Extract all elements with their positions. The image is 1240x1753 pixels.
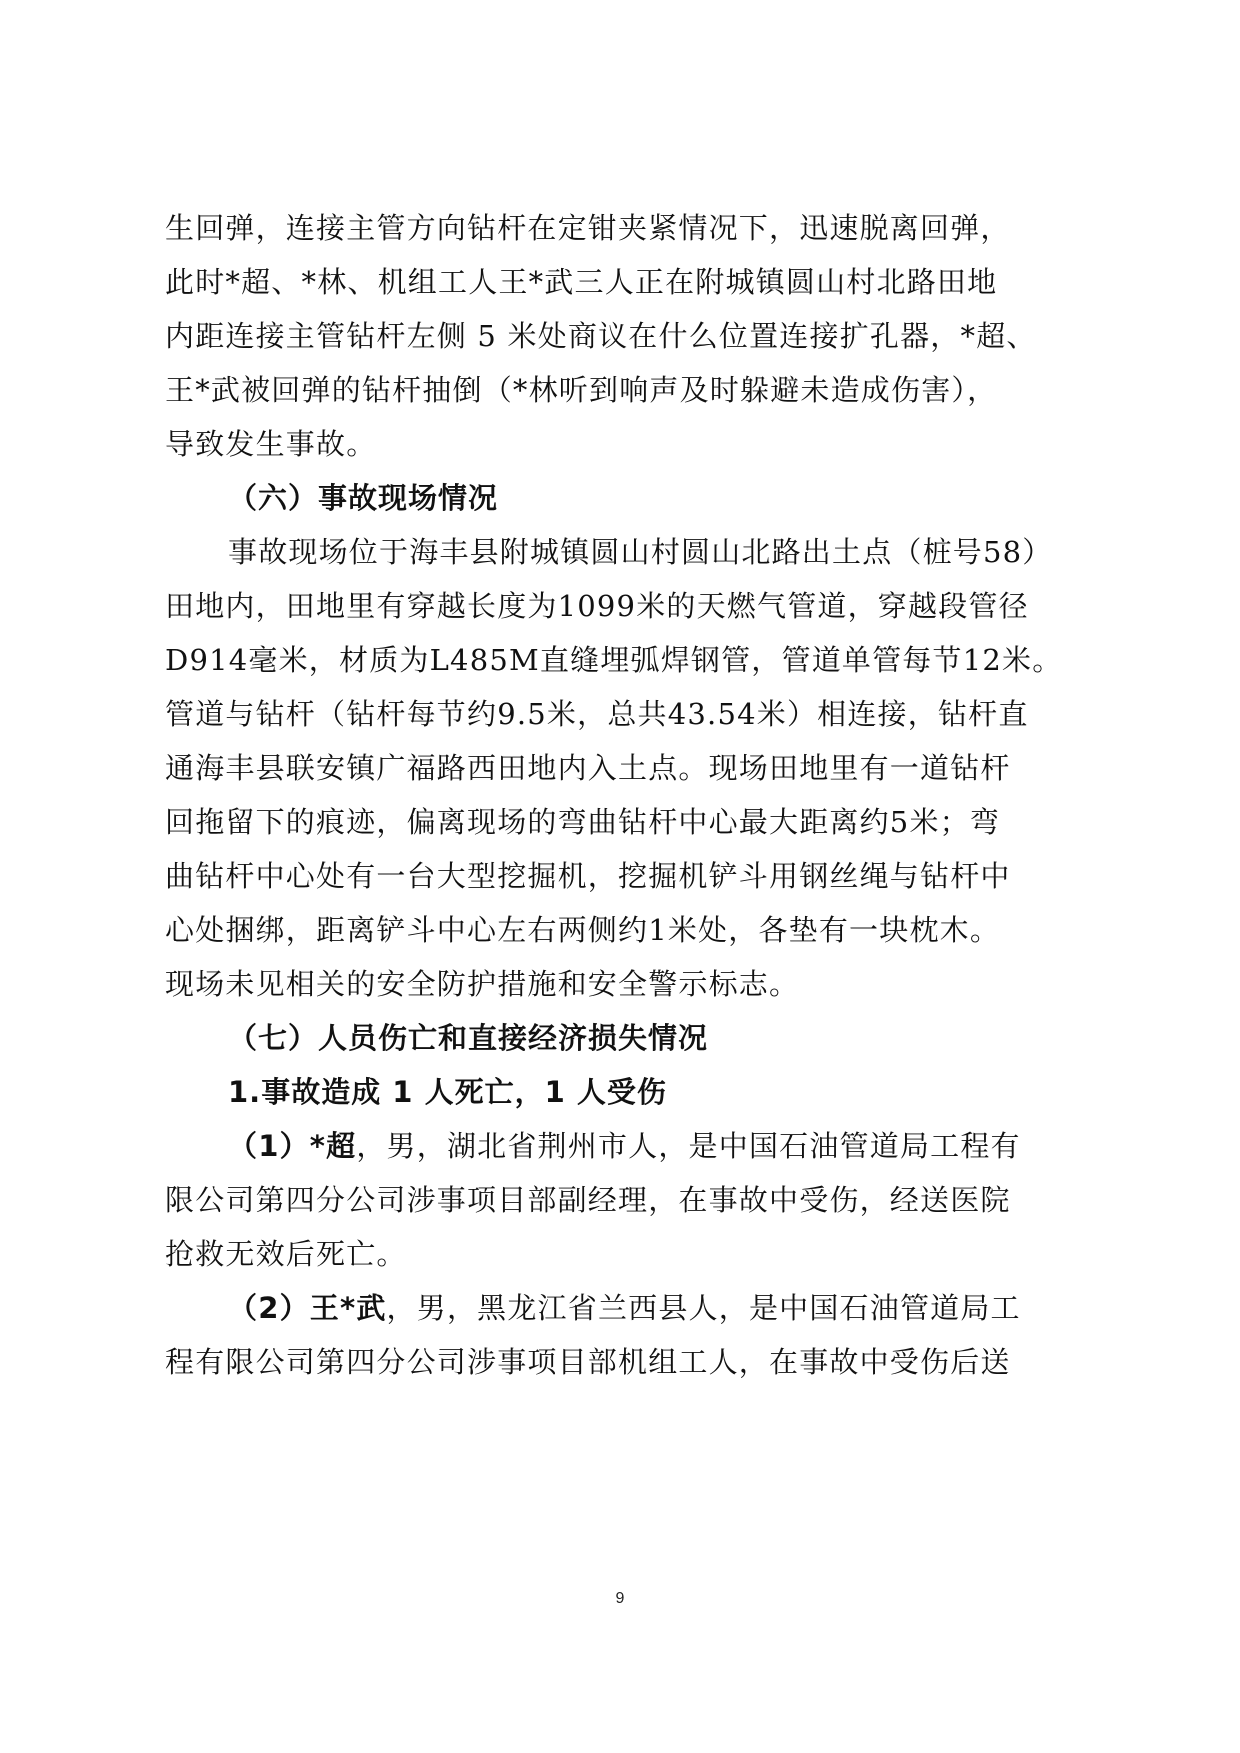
subsection-heading-1: 1.事故造成 1 人死亡，1 人受伤 xyxy=(228,1075,667,1109)
victim1-line xyxy=(228,1126,1148,1166)
body-line: 限公司第四分公司涉事项目部副经理，在事故中受伤，经送医院 xyxy=(165,1183,1011,1217)
body-line: 心处捆绑，距离铲斗中心左右两侧约1米处，各垫有一块枕木。 xyxy=(165,913,1001,947)
body-line: D914毫米，材质为L485M直缝埋弧焊钢管，管道单管每节12米。 xyxy=(165,643,1063,677)
section-heading-6: （六）事故现场情况 xyxy=(228,481,499,515)
page-number: 9 xyxy=(615,1590,625,1607)
victim2-line xyxy=(228,1288,1148,1328)
body-line: 田地内，田地里有穿越长度为1099米的天燃气管道，穿越段管径 xyxy=(165,589,1029,623)
body-line: 导致发生事故。 xyxy=(165,427,377,461)
victim1-text: ，男，湖北省荆州市人，是中国石油管道局工程有 xyxy=(356,1129,1021,1163)
body-line: 抢救无效后死亡。 xyxy=(165,1237,407,1271)
body-line: 现场未见相关的安全防护措施和安全警示标志。 xyxy=(165,967,800,1001)
body-line: 程有限公司第四分公司涉事项目部机组工人，在事故中受伤后送 xyxy=(165,1345,1011,1379)
body-line: 通海丰县联安镇广福路西田地内入土点。现场田地里有一道钻杆 xyxy=(165,751,1011,785)
body-line: 曲钻杆中心处有一台大型挖掘机，挖掘机铲斗用钢丝绳与钻杆中 xyxy=(165,859,1011,893)
section-heading-7: （七）人员伤亡和直接经济损失情况 xyxy=(228,1021,709,1055)
body-line: 内距连接主管钻杆左侧 5 米处商议在什么位置连接扩孔器，*超、 xyxy=(165,319,1037,353)
victim2-text: ，男，黑龙江省兰西县人，是中国石油管道局工 xyxy=(386,1291,1021,1325)
victim2-label: （2）王*武 xyxy=(228,1291,387,1325)
victim1-label: （1）*超 xyxy=(228,1129,357,1163)
body-line: 回拖留下的痕迹，偏离现场的弯曲钻杆中心最大距离约5米；弯 xyxy=(165,805,1001,839)
body-line: 事故现场位于海丰县附城镇圆山村圆山北路出土点（桩号58） xyxy=(228,535,1053,569)
body-line: 管道与钻杆（钻杆每节约9.5米，总共43.54米）相连接，钻杆直 xyxy=(165,697,1029,731)
body-line: 王*武被回弹的钻杆抽倒（*林听到响声及时躲避未造成伤害）， xyxy=(165,373,998,407)
body-line: 生回弹，连接主管方向钻杆在定钳夹紧情况下，迅速脱离回弹， xyxy=(165,211,1011,245)
body-line: 此时*超、*林、机组工人王*武三人正在附城镇圆山村北路田地 xyxy=(165,265,998,299)
